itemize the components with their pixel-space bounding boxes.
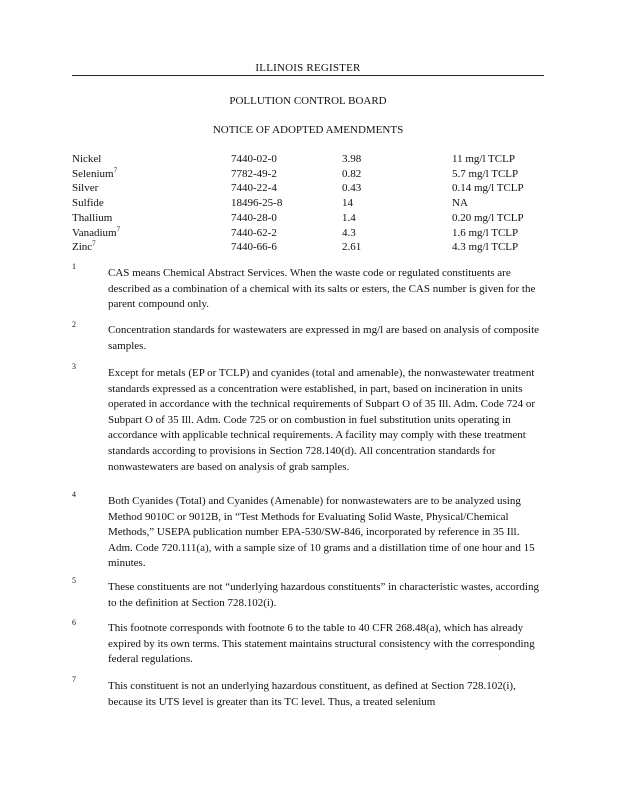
footnote-text: Concentration standards for wastewaters are expressed in mg/l are based on analysis of composite samples. bbox=[108, 324, 540, 352]
footnote-ref: 7 bbox=[92, 239, 96, 248]
wastewater-standard bbox=[342, 226, 452, 241]
constituent-row bbox=[72, 226, 552, 241]
nonwastewater-standard bbox=[452, 167, 552, 182]
footnote-text: This constituent is not an underlying hazardous constituent, as defined at Section 728.102(i), because its UTS level is greater than its TC level. Thus, a treated selenium bbox=[108, 680, 516, 708]
footnote-number: 4 bbox=[72, 490, 76, 499]
wastewater-standard-text: 0.82 bbox=[342, 167, 362, 180]
nonwastewater-standard bbox=[452, 211, 552, 226]
cas-number bbox=[231, 240, 342, 255]
footnote-number: 5 bbox=[72, 576, 76, 585]
footnote-number: 1 bbox=[72, 262, 76, 271]
cas-number-text: 7440-62-2 bbox=[231, 226, 277, 239]
nonwastewater-standard bbox=[452, 226, 552, 241]
cas-number bbox=[231, 196, 342, 211]
constituent-name-text: Nickel bbox=[72, 153, 102, 165]
footnote-number: 3 bbox=[72, 362, 76, 371]
footnote-ref: 7 bbox=[116, 224, 121, 233]
cas-number-text: 7440-22-4 bbox=[231, 182, 277, 195]
wastewater-standard bbox=[342, 196, 452, 211]
nonwastewater-standard-text: 11 mg/l TCLP bbox=[452, 153, 515, 165]
nonwastewater-standard-text: 0.14 mg/l TCLP bbox=[452, 182, 524, 195]
constituent-name-text: Silver bbox=[72, 182, 99, 195]
cas-number bbox=[231, 152, 342, 167]
constituent-name-text: Sulfide bbox=[72, 197, 104, 210]
wastewater-standard bbox=[342, 181, 452, 196]
wastewater-standard bbox=[342, 152, 452, 167]
constituent-row bbox=[72, 240, 552, 255]
nonwastewater-standard-text: 0.20 mg/l TCLP bbox=[452, 211, 524, 224]
cas-number-text: 7440-66-6 bbox=[231, 241, 277, 254]
wastewater-standard-text: 1.4 bbox=[342, 211, 356, 224]
wastewater-standard bbox=[342, 167, 452, 182]
constituent-row bbox=[72, 196, 552, 211]
constituent-name bbox=[72, 211, 231, 226]
constituent-name bbox=[72, 226, 231, 241]
wastewater-standard bbox=[342, 211, 452, 226]
constituent-name-text: Vanadium bbox=[72, 226, 117, 239]
wastewater-standard-text: 3.98 bbox=[342, 153, 362, 165]
register-title: ILLINOIS REGISTER bbox=[72, 62, 544, 76]
footnote-text: These constituents are not “underlying hazardous constituents” in characteristic wastes, according to the definition at Section 728.102(i). bbox=[108, 581, 539, 609]
footnote-text: This footnote corresponds with footnote 6 to the table to 40 CFR 268.48(a), which has already expired by its own terms. This statement maintains structural consistency with the corresponding federal regulations. bbox=[108, 622, 535, 666]
nonwastewater-standard bbox=[452, 196, 552, 211]
wastewater-standard bbox=[342, 240, 452, 255]
constituent-name-text: Selenium bbox=[72, 167, 114, 180]
wastewater-standard-text: 0.43 bbox=[342, 182, 362, 195]
wastewater-standard-text: 14 bbox=[342, 197, 353, 210]
nonwastewater-standard bbox=[452, 152, 552, 167]
footnote-text: Both Cyanides (Total) and Cyanides (Amenable) for nonwastewaters are to be analyzed using Method 9010C or 9012B, in “Test Methods for Evaluating Solid Waste, Physical/Chemical Methods,” USEPA publication number EPA-530/SW-846, incorporated by reference in 35 Ill. Adm. Code 720.111(a), with a sample size of 10 grams and a distillation time of one hour and 15 minutes. bbox=[108, 495, 535, 570]
cas-number-text: 7782-49-2 bbox=[231, 167, 277, 180]
cas-number bbox=[231, 167, 342, 182]
wastewater-standard-text: 4.3 bbox=[342, 226, 356, 239]
nonwastewater-standard-text: NA bbox=[452, 197, 468, 210]
cas-number bbox=[231, 226, 342, 241]
footnote-ref: 7 bbox=[113, 166, 118, 175]
footnote-number: 2 bbox=[72, 320, 76, 329]
constituent-row bbox=[72, 211, 552, 226]
notice-heading: NOTICE OF ADOPTED AMENDMENTS bbox=[212, 124, 404, 136]
nonwastewater-standard bbox=[452, 181, 552, 196]
constituent-name bbox=[72, 167, 231, 182]
nonwastewater-standard bbox=[452, 240, 552, 255]
constituent-name-text: Zinc bbox=[72, 241, 93, 254]
constituent-name-text: Thallium bbox=[72, 211, 113, 224]
constituent-name bbox=[72, 152, 231, 167]
constituent-name bbox=[72, 196, 231, 211]
constituent-name bbox=[72, 181, 231, 196]
cas-number-text: 7440-28-0 bbox=[231, 211, 277, 224]
constituent-row bbox=[72, 152, 552, 167]
footnote-number: 6 bbox=[72, 618, 76, 627]
constituent-row bbox=[72, 167, 552, 182]
cas-number-text: 7440-02-0 bbox=[231, 153, 277, 165]
nonwastewater-standard-text: 5.7 mg/l TCLP bbox=[452, 167, 519, 180]
footnote-number: 7 bbox=[72, 675, 76, 684]
nonwastewater-standard-text: 1.6 mg/l TCLP bbox=[452, 226, 519, 239]
constituent-table bbox=[72, 152, 552, 255]
board-name: POLLUTION CONTROL BOARD bbox=[229, 95, 387, 107]
footnote-text: CAS means Chemical Abstract Services. When the waste code or regulated constituents are described as a combination of a chemical with its salts or esters, the CAS number is given for the parent compound only. bbox=[108, 267, 536, 311]
cas-number-text: 18496-25-8 bbox=[231, 197, 283, 210]
constituent-row bbox=[72, 181, 552, 196]
constituent-name bbox=[72, 240, 231, 255]
wastewater-standard-text: 2.61 bbox=[342, 241, 362, 254]
cas-number bbox=[231, 211, 342, 226]
nonwastewater-standard-text: 4.3 mg/l TCLP bbox=[452, 241, 519, 254]
cas-number bbox=[231, 181, 342, 196]
footnote-text: Except for metals (EP or TCLP) and cyanides (total and amenable), the nonwastewater treatment standards expressed as a concentration were established, in part, based on incineration in units operated in accordance with the technical requirements of Subpart O of 35 Ill. Adm. Code 724 or Subpart O of 35 Ill. Adm. Code 725 or on combustion in fuel substitution units operating in accordance with applicable technical requirements. A facility may comply with these treatment standards according to provisions in Section 728.140(d). All concentration standards for nonwastewaters are based on analysis of grab samples. bbox=[108, 367, 536, 473]
